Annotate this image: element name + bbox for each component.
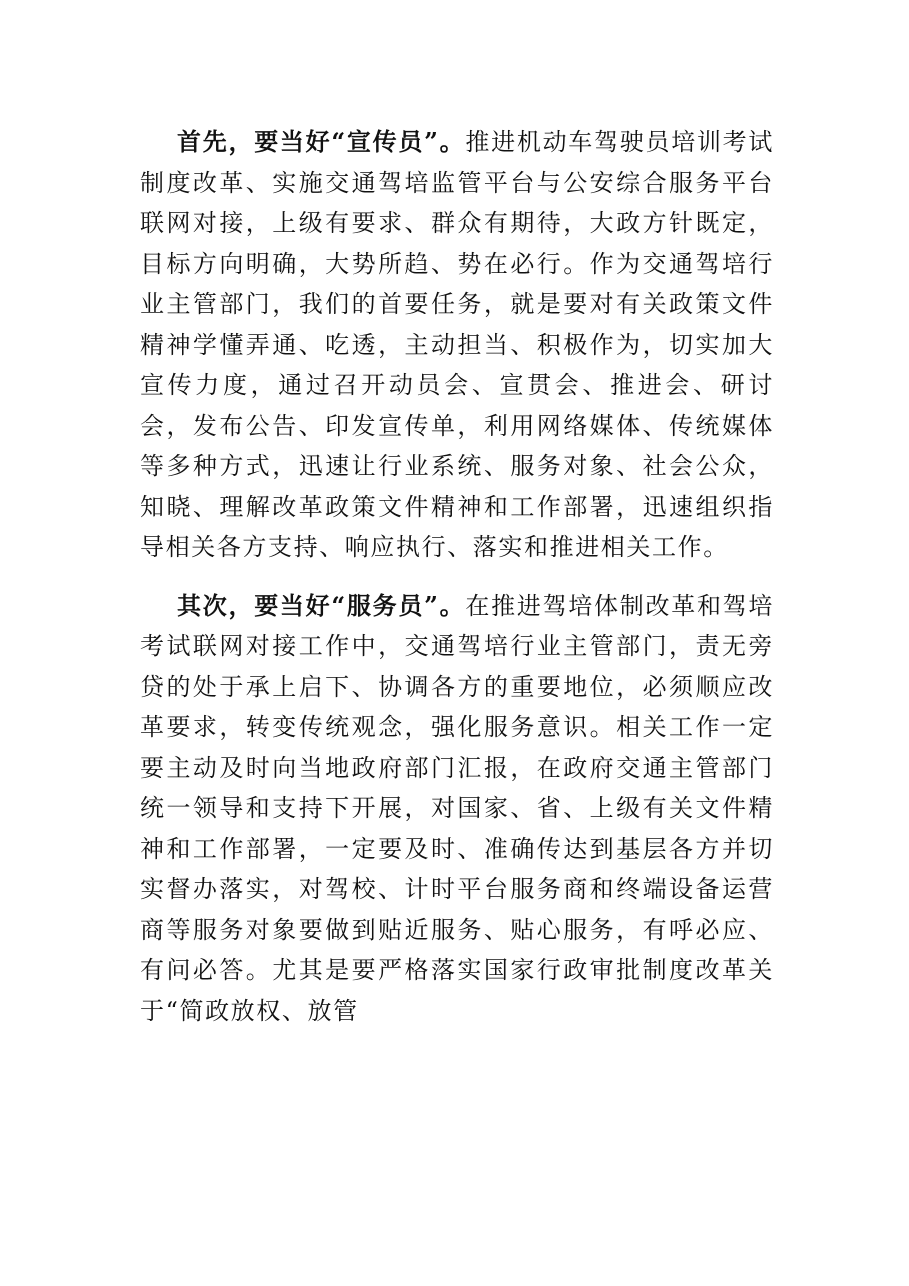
paragraph-text-publicity: 推进机动车驾驶员培训考试制度改革、实施交通驾培监管平台与公安综合服务平台联网对接，上级有要求、群众有期待，大政方针既定，目标方向明确，大势所趋、势在必行。作为交通驾培行业主管部门，我们的首要任务，就是要对有关政策文件精神学懂弄通、吃透，主动担当、积极作为，切实加大宣传力度，通过召开动员会、宣贯会、推进会、研讨会，发布公告、印发宣传单，利用网络媒体、传统媒体等多种方式，迅速让行业系统、服务对象、社会公众，知晓、理解改革政策文件精神和工作部署，迅速组织指导相关各方支持、响应执行、落实和推进相关工作。	[140, 128, 775, 561]
paragraph-text-service: 在推进驾培体制改革和驾培考试联网对接工作中，交通驾培行业主管部门，责无旁贷的处于承上启下、协调各方的重要地位，必须顺应改革要求，转变传统观念，强化服务意识。相关工作一定要主动及时向当地政府部门汇报，在政府交通主管部门统一领导和支持下开展，对国家、省、上级有关文件精神和工作部署，一定要及时、准确传达到基层各方并切实督办落实，对驾校、计时平台服务商和终端设备运营商等服务对象要做到贴近服务、贴心服务，有呼必应、有问必答。尤其是要严格落实国家行政审批制度改革关于“简政放权、放管	[140, 591, 775, 1025]
paragraph-lead-service: 其次，要当好“服务员”。	[177, 590, 466, 620]
paragraph-lead-publicity: 首先，要当好“宣传员”。	[177, 127, 466, 156]
paragraph-service	[140, 586, 774, 1032]
paragraph-publicity	[140, 122, 774, 568]
document-body	[140, 122, 774, 1049]
